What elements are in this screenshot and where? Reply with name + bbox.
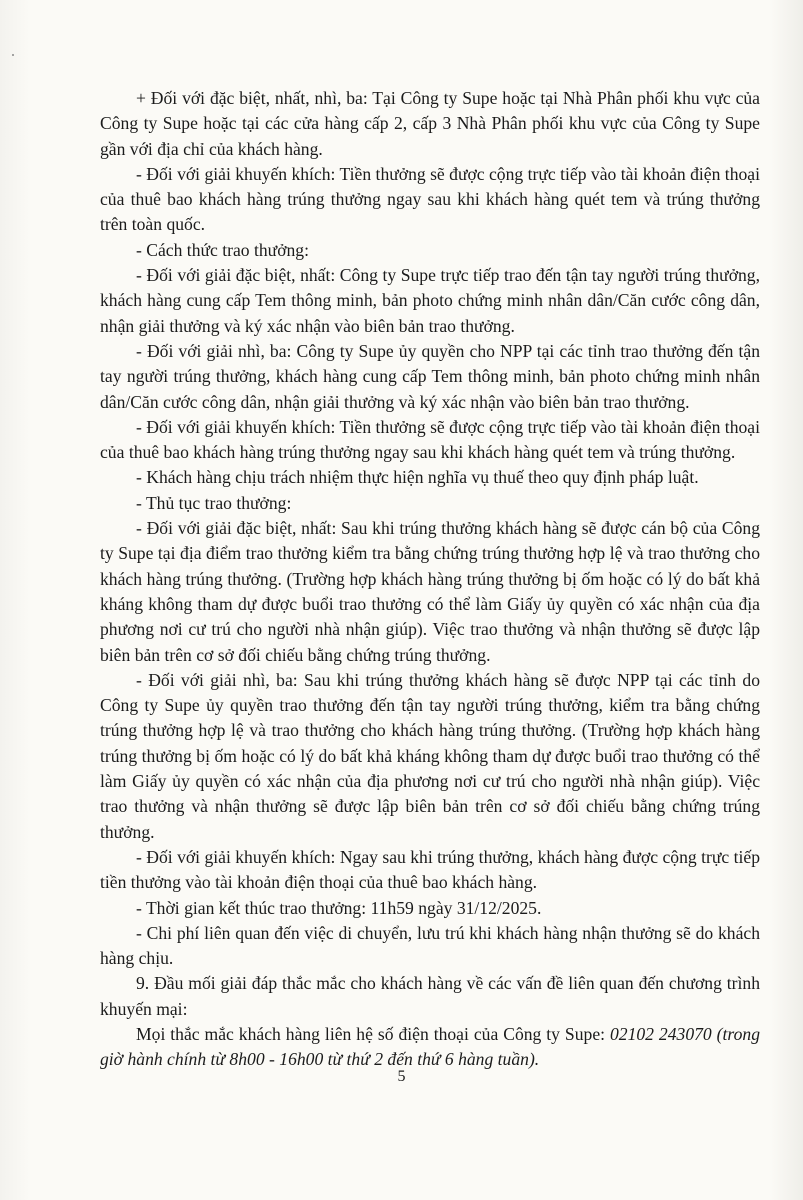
paragraph-7: - Khách hàng chịu trách nhiệm thực hiện nghĩa vụ thuế theo quy định pháp luật. [136, 467, 699, 488]
paragraph-4: - Đối với giải đặc biệt, nhất: Công ty Supe trực tiếp trao đến tận tay người trúng thưởng, khách hàng cung cấp Tem thông minh, bản photo chứng minh nhân dân/Căn cước công dân, nhận giải thưởng và ký xác nhận vào biên bản trao thưởng. [100, 265, 760, 336]
page-number: 5 [397, 1068, 406, 1085]
paragraph-11: - Đối với giải khuyến khích: Ngay sau khi trúng thưởng, khách hàng được cộng trực tiếp tiền thưởng vào tài khoản điện thoại của thuê bao khách hàng. [100, 846, 760, 893]
document-body [100, 86, 760, 1073]
paragraph-8: - Thủ tục trao thưởng: [136, 492, 292, 513]
paragraph-9: - Đối với giải đặc biệt, nhất: Sau khi trúng thưởng khách hàng sẽ được cán bộ của Công ty Supe tại địa điểm trao thưởng kiểm tra bằng chứng trúng thưởng hợp lệ và trao thưởng cho khách hàng trúng thưởng. (Trường hợp khách hàng trúng thưởng bị ốm hoặc có lý do bất khả kháng không tham dự được buổi trao thưởng có thể làm Giấy ủy quyền có xác nhận của địa phương nơi cư trú cho người nhà nhận giúp). Việc trao thưởng và nhận thưởng sẽ được lập biên bản trên cơ sở đối chiếu bằng chứng trúng thưởng. [100, 518, 760, 665]
paragraph-6: - Đối với giải khuyến khích: Tiền thưởng sẽ được cộng trực tiếp vào tài khoản điện thoại của thuê bao khách hàng trúng thưởng ngay sau khi khách hàng quét tem và trúng thưởng. [100, 416, 760, 463]
paragraph-10: - Đối với giải nhì, ba: Sau khi trúng thưởng khách hàng sẽ được NPP tại các tỉnh do Công ty Supe ủy quyền trao thưởng đến tận tay người trúng thưởng, kiểm tra bằng chứng trúng thưởng hợp lệ và trao thưởng cho khách hàng trúng thưởng. (Trường hợp khách hàng trúng thưởng bị ốm hoặc có lý do bất khả kháng không tham dự được buổi trao thưởng có thể làm Giấy ủy quyền có xác nhận của địa phương nơi cư trú cho người nhà nhận giúp). Việc trao thưởng và nhận thưởng sẽ được lập biên bản trên cơ sở đối chiếu bằng chứng trúng thưởng. [100, 669, 760, 842]
contact-paragraph [100, 1022, 760, 1073]
paragraph-3: - Cách thức trao thưởng: [136, 239, 309, 260]
paragraph-13: - Chi phí liên quan đến việc di chuyển, lưu trú khi khách hàng nhận thưởng sẽ do khách hàng chịu. [100, 922, 760, 969]
paragraph-5: - Đối với giải nhì, ba: Công ty Supe ủy quyền cho NPP tại các tỉnh trao thưởng đến tận tay người trúng thưởng, khách hàng cung cấp Tem thông minh, bản photo chứng minh nhân dân/Căn cước công dân, nhận giải thưởng và ký xác nhận vào biên bản trao thưởng. [100, 340, 760, 412]
contact-detail: 02102 243070 (trong giờ hành chính từ 8h00 - 16h00 từ thứ 2 đến thứ 6 hàng tuần). [100, 1023, 760, 1070]
paragraph-14: 9. Đầu mối giải đáp thắc mắc cho khách hàng về các vấn đề liên quan đến chương trình khuyến mại: [100, 973, 760, 1019]
scan-speck [12, 54, 14, 56]
contact-intro: Mọi thắc mắc khách hàng liên hệ số điện thoại của Công ty Supe: [136, 1023, 610, 1044]
paragraph-2: - Đối với giải khuyến khích: Tiền thưởng sẽ được cộng trực tiếp vào tài khoản điện thoại của thuê bao khách hàng trúng thưởng ngay sau khi khách hàng quét tem và trúng thưởng trên toàn quốc. [100, 163, 760, 235]
paragraph-12: - Thời gian kết thúc trao thưởng: 11h59 ngày 31/12/2025. [136, 897, 542, 918]
paragraph-1: + Đối với đặc biệt, nhất, nhì, ba: Tại Công ty Supe hoặc tại Nhà Phân phối khu vực của Công ty Supe hoặc tại các cửa hàng cấp 2, cấp 3 Nhà Phân phối khu vực của Công ty Supe gần với địa chỉ của khách hàng. [100, 88, 760, 159]
